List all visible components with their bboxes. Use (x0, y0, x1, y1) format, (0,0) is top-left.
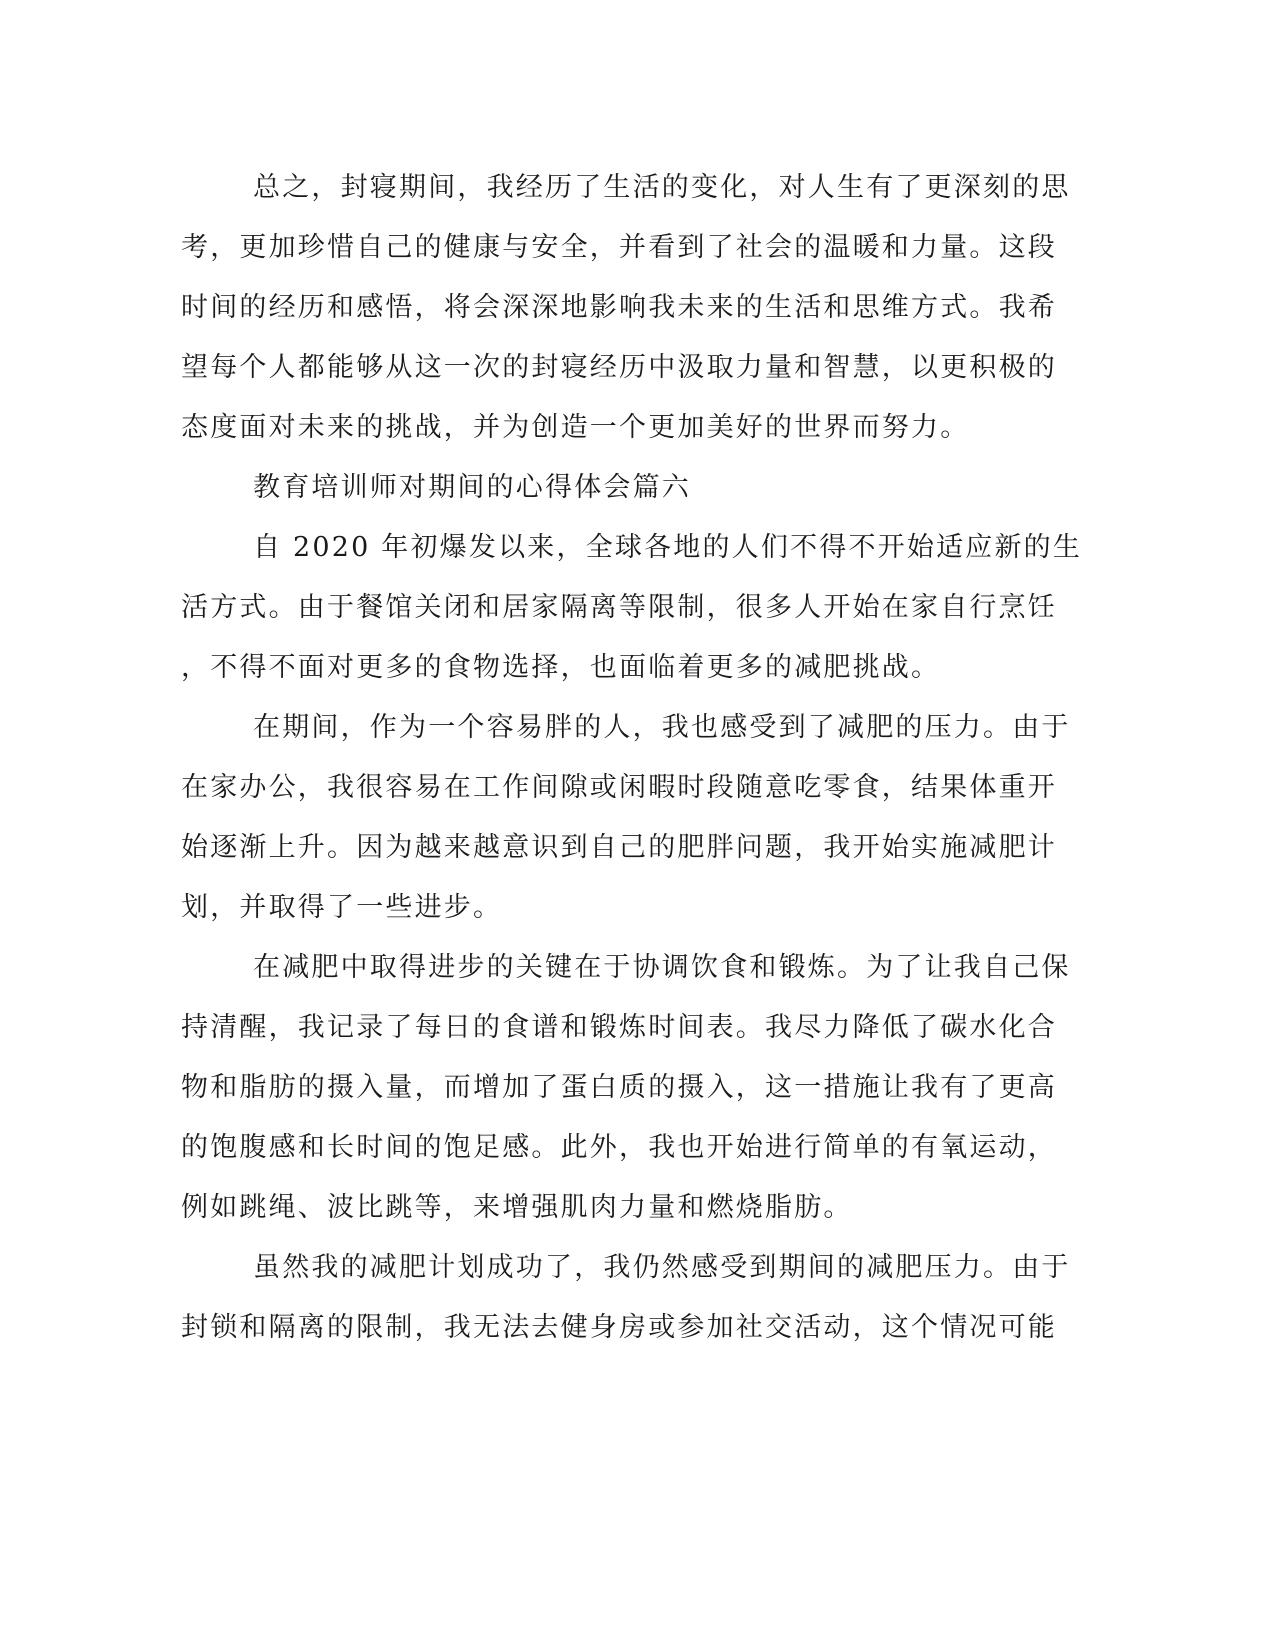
text-line: 在期间，作为一个容易胖的人，我也感受到了减肥的压力。由于 (253, 712, 1071, 743)
text-line: 总之，封寝期间，我经历了生活的变化，对人生有了更深刻的思 (253, 172, 1071, 203)
text-line: 划，并取得了一些进步。 (181, 892, 503, 923)
text-line: 望每个人都能够从这一次的封寝经历中汲取力量和智慧，以更积极的 (181, 352, 1057, 383)
text-line: 活方式。由于餐馆关闭和居家隔离等限制，很多人开始在家自行烹饪 (181, 592, 1057, 623)
section-heading: 教育培训师对期间的心得体会篇六 (253, 472, 691, 503)
text-line: 在家办公，我很容易在工作间隙或闲暇时段随意吃零食，结果体重开 (181, 772, 1057, 803)
text-line: 时间的经历和感悟，将会深深地影响我未来的生活和思维方式。我希 (181, 292, 1057, 323)
text-line: ，不得不面对更多的食物选择，也面临着更多的减肥挑战。 (181, 652, 941, 683)
text-line: 在减肥中取得进步的关键在于协调饮食和锻炼。为了让我自己保 (253, 952, 1071, 983)
text-line: 考，更加珍惜自己的健康与安全，并看到了社会的温暖和力量。这段 (181, 232, 1057, 263)
text-line: 的饱腹感和长时间的饱足感。此外，我也开始进行简单的有氧运动， (181, 1132, 1057, 1163)
text-line: 始逐渐上升。因为越来越意识到自己的肥胖问题，我开始实施减肥计 (181, 832, 1057, 863)
text-line: 例如跳绳、波比跳等，来增强肌肉力量和燃烧脂肪。 (181, 1192, 853, 1223)
text-line: 持清醒，我记录了每日的食谱和锻炼时间表。我尽力降低了碳水化合 (181, 1012, 1057, 1043)
text-line: 物和脂肪的摄入量，而增加了蛋白质的摄入，这一措施让我有了更高 (181, 1072, 1057, 1103)
text-line: 自 2020 年初爆发以来，全球各地的人们不得不开始适应新的生 (253, 532, 1083, 563)
text-line: 态度面对未来的挑战，并为创造一个更加美好的世界而努力。 (181, 412, 970, 443)
text-line: 虽然我的减肥计划成功了，我仍然感受到期间的减肥压力。由于 (253, 1252, 1071, 1283)
document-body (181, 158, 1083, 1358)
text-line: 封锁和隔离的限制，我无法去健身房或参加社交活动，这个情况可能 (181, 1312, 1057, 1343)
